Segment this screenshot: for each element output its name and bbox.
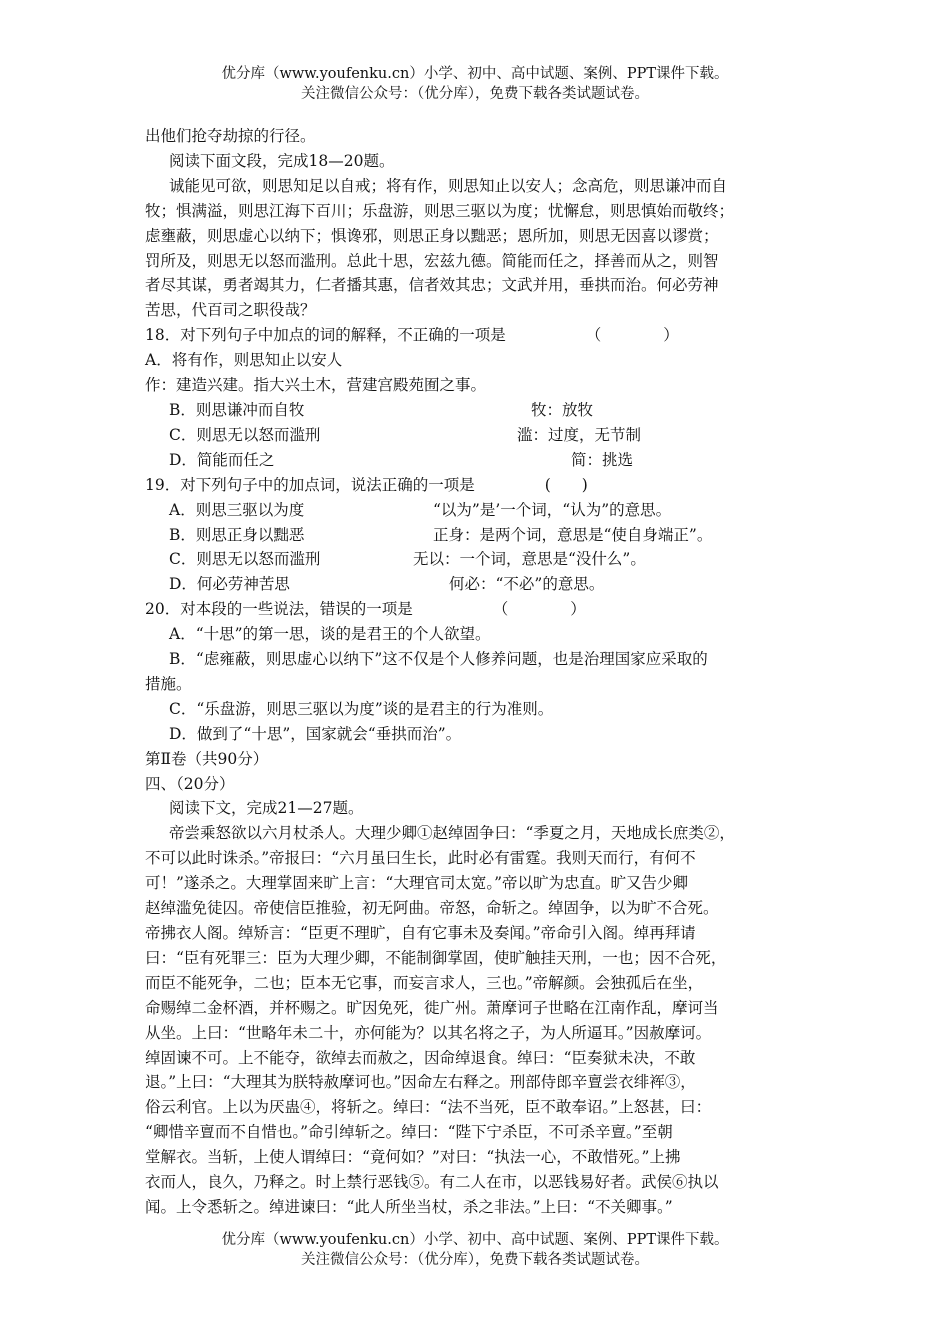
footer-line-2: 关注微信公众号：（优分库），免费下载各类试题试卷。 [301,1252,649,1268]
passage2-line: 而臣不能死争，二也；臣本无它事，而妄言求人，三也。”帝解颜。会独孤后在坐， [145,973,704,992]
passage2-line: 堂解衣。当斩，上使人谓绰曰：“竟何如？”对曰：“执法一心，不敢惜死。”上拂 [145,1148,681,1167]
passage1-line: 苦思，代百司之职役哉？ [145,301,316,320]
question-20 [145,597,810,746]
passage2-line: 赵绰滥免徒囚。帝使信臣推验，初无阿曲。帝怒，命斩之。绰固争，以为旷不合死。 [145,899,719,918]
passage2-line: 绰固谏不可。上不能夺，欲绰去而赦之，因命绰退食。绰曰：“臣奏狱未决，不敢 [145,1048,696,1067]
option-d: D．何必劳神苦思 何必：“不必”的意思。 [169,575,605,594]
option-b: B．则思谦冲而自牧 牧：放牧 [169,400,594,419]
option-c: C．“乐盘游，则思三驱以为度”谈的是君主的行为准则。 [169,699,554,718]
passage2-line: 曰：“臣有死罪三：臣为大理少卿，不能制御掌固，使旷触挂天刑，一也；因不合死， [145,948,727,967]
question-stem: 19．对下列句子中的加点词，说法正确的一项是 ( ) [145,475,588,494]
option-b: B．“虑雍蔽，则思虚心以纳下”这不仅是个人修养问题，也是治理国家应采取的 [169,650,708,669]
part-2-title: 第Ⅱ卷（共90分） [145,749,269,768]
passage2-line: 退。”上曰：“大理其为朕特赦摩诃也。”因命左右释之。刑部侍郎辛亶尝衣绯裈③， [145,1073,696,1092]
passage2-line: 衣而人，良久，乃释之。时上禁行恶钱⑤。有二人在市，以恶钱易好者。武侯⑥执以 [145,1173,719,1192]
header-line-1: 优分库（www.youfenku.cn）小学、初中、高中试题、案例、PPT课件下载。 [221,66,729,82]
page-footer [0,1230,950,1270]
passage2 [145,821,810,1220]
passage1 [145,174,810,323]
option-a-explanation: 作：建造兴建。指大兴土木，营建宫殿苑囿之事。 [145,376,487,395]
answer-paren: （ ） [492,600,586,619]
passage2-line: 从坐。上曰：“世略年未二十，亦何能为？以其名将之子，为人所逼耳。”因赦摩诃。 [145,1023,712,1042]
section-4-title: 四、（20分） [145,774,235,793]
passage1-line: 诚能见可欲，则思知足以自戒；将有作，则思知止以安人；念高危，则思谦冲而自 [169,176,728,195]
passage2-intro: 阅读下文，完成21—27题。 [169,799,364,818]
question-stem: 18．对下列句子中加点的词的解释，不正确的一项是 （ ） [145,326,679,345]
option-d: D．简能而任之 简：挑选 [169,450,634,469]
page-header [0,64,950,104]
carry-over-line: 出他们抢夺劫掠的行径。 [145,127,316,145]
option-a: A．则思三驱以为度 “以为”是’一个词，“认为”的意思。 [169,500,672,519]
option-a: A．“十思”的第一思，谈的是君王的个人欲望。 [169,625,491,644]
option-b: B．则思正身以黜恶 正身：是两个词，意思是“使自身端正”。 [169,525,713,544]
footer-line-1: 优分库（www.youfenku.cn）小学、初中、高中试题、案例、PPT课件下载。 [221,1232,729,1248]
passage2-line: “卿惜辛亶而不自惜也。”命引绰斩之。绰曰：“陛下宁杀臣，不可杀辛亶。”至朝 [145,1123,673,1142]
option-c: C．则思无以怒而滥刑 无以：一个词，意思是“没什么”。 [169,550,646,569]
passage2-line: 命赐绰二金杯酒，并杯赐之。旷因免死，徙广州。萧摩诃子世略在江南作乱，摩诃当 [145,998,719,1017]
passage2-line: 帝拂衣人阁。绰矫言：“臣更不理旷，自有它事未及奏闻。”帝命引入阁。绰再拜请 [145,924,696,942]
question-19 [145,473,810,598]
option-c: C．则思无以怒而滥刑 滥：过度，无节制 [169,425,642,444]
passage1-line: 虑壅蔽，则思虚心以纳下；惧谗邪，则思正身以黜恶；恩所加，则思无因喜以谬赏； [145,226,719,245]
passage1-intro: 阅读下面文段，完成18—20题。 [169,151,395,170]
passage1-line: 牧；惧满溢，则思江海下百川；乐盘游，则思三驱以为度；忧懈怠，则思慎始而敬终； [145,201,735,220]
passage1-line: 者尽其谋，勇者竭其力，仁者播其惠，信者效其忠；文武并用，垂拱而治。何必劳神 [145,276,719,295]
answer-paren: ( ) [544,475,588,494]
passage2-line: 可！”遂杀之。大理掌固来旷上言：“大理官司太宽。”帝以旷为忠直。旷又告少卿 [145,874,689,893]
header-line-2: 关注微信公众号：（优分库），免费下载各类试题试卷。 [301,86,649,102]
passage2-line: 不可以此时诛杀。”帝报曰：“六月虽曰生长，此时必有雷霆。我则天而行，有何不 [145,849,696,868]
question-18 [145,323,810,472]
question-stem: 20．对本段的一些说法，错误的一项是 （ ） [145,600,586,619]
option-b-continued: 措施。 [145,674,192,693]
passage2-line: 俗云利官。上以为厌蛊④，将斩之。绰曰：“法不当死，臣不敢奉诏。”上怒甚，曰： [145,1098,712,1117]
passage2-line: 闻。上令悉斩之。绰进谏曰：“此人所坐当杖，杀之非法。”上曰：“不关卿事。” [145,1197,673,1216]
document-body [145,124,810,1220]
option-a: A．将有作，则思知止以安人 [145,351,343,370]
passage1-line: 罚所及，则思无以怒而滥刑。总此十思，宏兹九德。简能而任之，择善而从之，则智 [145,251,719,270]
answer-paren: （ ） [585,326,679,345]
option-d: D．做到了“十思”，国家就会“垂拱而治”。 [169,724,462,743]
passage2-line: 帝尝乘怒欲以六月杖杀人。大理少卿①赵绰固争曰：“季夏之月，天地成长庶类②， [169,824,735,843]
